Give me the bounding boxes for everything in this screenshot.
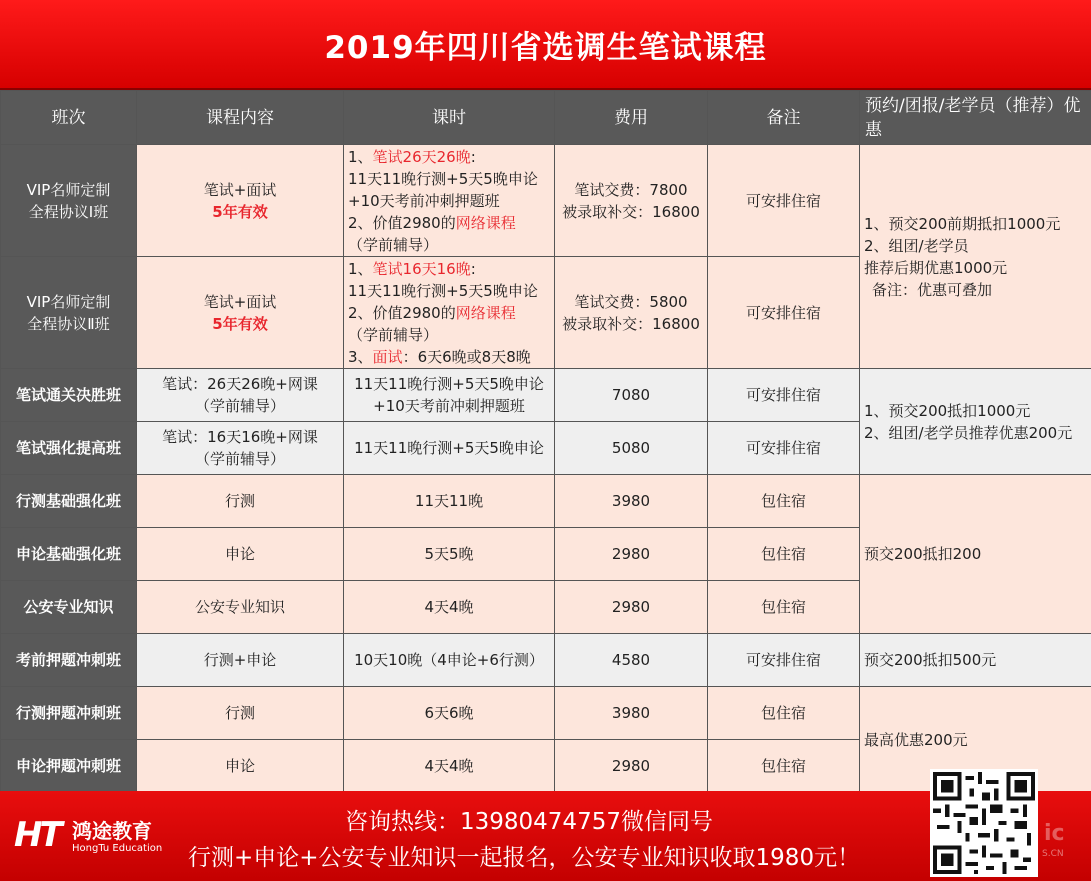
course-remark: 可安排住宿 <box>708 422 860 475</box>
course-fee: 2980 <box>555 528 708 581</box>
course-fee: 2980 <box>555 581 708 634</box>
course-fee: 4580 <box>555 634 708 687</box>
course-hours: 4天4晚 <box>344 740 555 793</box>
course-hours: 1、笔试26天26晚: 11天11晚行测+5天5晚申论 +10天考前冲刺押题班 2、价值2980的网络课程 （学前辅导） <box>344 145 555 257</box>
course-remark: 包住宿 <box>708 740 860 793</box>
course-table <box>0 90 1091 793</box>
col-header-discount: 预约/团报/老学员（推荐）优惠 <box>860 91 1091 145</box>
course-remark: 包住宿 <box>708 475 860 528</box>
col-header-fee: 费用 <box>555 91 708 145</box>
course-fee: 2980 <box>555 740 708 793</box>
course-remark: 可安排住宿 <box>708 634 860 687</box>
class-name: VIP名师定制 全程协议Ⅱ班 <box>1 257 137 369</box>
promo-slogan: 行测+申论+公安专业知识一起报名，公安专业知识收取1980元！ <box>188 845 861 871</box>
title-banner <box>0 0 1091 90</box>
course-remark: 包住宿 <box>708 687 860 740</box>
col-header-hours: 课时 <box>344 91 555 145</box>
course-remark: 可安排住宿 <box>708 145 860 257</box>
logo-mark: HT <box>14 815 60 855</box>
course-content: 申论 <box>137 528 344 581</box>
class-name: 行测基础强化班 <box>1 475 137 528</box>
course-hours: 5天5晚 <box>344 528 555 581</box>
class-name: 申论基础强化班 <box>1 528 137 581</box>
course-hours: 11天11晚行测+5天5晚申论 <box>344 422 555 475</box>
watermark-small: S.CN <box>1042 849 1064 859</box>
col-header-class: 班次 <box>1 91 137 145</box>
course-hours: 10天10晚（4申论+6行测） <box>344 634 555 687</box>
class-name: VIP名师定制 全程协议Ⅰ班 <box>1 145 137 257</box>
class-name: 公安专业知识 <box>1 581 137 634</box>
col-header-remark: 备注 <box>708 91 860 145</box>
course-fee: 3980 <box>555 687 708 740</box>
hotline-text: 咨询热线：13980474757微信同号 <box>345 809 713 835</box>
discount-note: 最高优惠200元 <box>860 687 1091 793</box>
course-fee: 3980 <box>555 475 708 528</box>
qr-code-icon <box>930 769 1038 877</box>
course-content: 申论 <box>137 740 344 793</box>
course-fee: 5080 <box>555 422 708 475</box>
discount-note: 预交200抵扣200 <box>860 475 1091 634</box>
logo-english-name: HongTu Education <box>72 843 163 854</box>
discount-note: 1、预交200前期抵扣1000元 2、组团/老学员 推荐后期优惠1000元 备注：优惠可叠加 <box>860 145 1091 369</box>
watermark: ic <box>1044 821 1065 846</box>
course-content: 笔试+面试 5年有效 <box>137 145 344 257</box>
table-row <box>1 145 1091 257</box>
discount-note: 1、预交200抵扣1000元 2、组团/老学员推荐优惠200元 <box>860 369 1091 475</box>
course-fee: 笔试交费：5800 被录取补交：16800 <box>555 257 708 369</box>
course-content: 笔试+面试 5年有效 <box>137 257 344 369</box>
course-remark: 包住宿 <box>708 528 860 581</box>
course-remark: 可安排住宿 <box>708 369 860 422</box>
table-row <box>1 634 1091 687</box>
table-header-row <box>1 91 1091 145</box>
course-remark: 可安排住宿 <box>708 257 860 369</box>
class-name: 笔试通关决胜班 <box>1 369 137 422</box>
col-header-content: 课程内容 <box>137 91 344 145</box>
brand-logo <box>14 813 174 863</box>
course-hours: 11天11晚行测+5天5晚申论 +10天考前冲刺押题班 <box>344 369 555 422</box>
class-name: 考前押题冲刺班 <box>1 634 137 687</box>
class-name: 笔试强化提高班 <box>1 422 137 475</box>
course-remark: 包住宿 <box>708 581 860 634</box>
course-hours: 4天4晚 <box>344 581 555 634</box>
course-fee: 7080 <box>555 369 708 422</box>
page-title: 2019年四川省选调生笔试课程 <box>324 29 767 66</box>
course-hours: 1、笔试16天16晚: 11天11晚行测+5天5晚申论 2、价值2980的网络课程 （学前辅导） 3、面试：6天6晚或8天8晚 <box>344 257 555 369</box>
class-name: 申论押题冲刺班 <box>1 740 137 793</box>
course-content: 笔试：16天16晚+网课 （学前辅导） <box>137 422 344 475</box>
table-row <box>1 475 1091 528</box>
course-content: 行测 <box>137 687 344 740</box>
course-fee: 笔试交费：7800 被录取补交：16800 <box>555 145 708 257</box>
table-row <box>1 369 1091 422</box>
course-content: 笔试：26天26晚+网课 （学前辅导） <box>137 369 344 422</box>
class-name: 行测押题冲刺班 <box>1 687 137 740</box>
course-hours: 11天11晚 <box>344 475 555 528</box>
course-content: 公安专业知识 <box>137 581 344 634</box>
course-content: 行测 <box>137 475 344 528</box>
discount-note: 预交200抵扣500元 <box>860 634 1091 687</box>
footer-banner <box>0 791 1091 881</box>
course-hours: 6天6晚 <box>344 687 555 740</box>
course-content: 行测+申论 <box>137 634 344 687</box>
table-row <box>1 687 1091 740</box>
logo-name: 鸿途教育 <box>72 819 152 843</box>
